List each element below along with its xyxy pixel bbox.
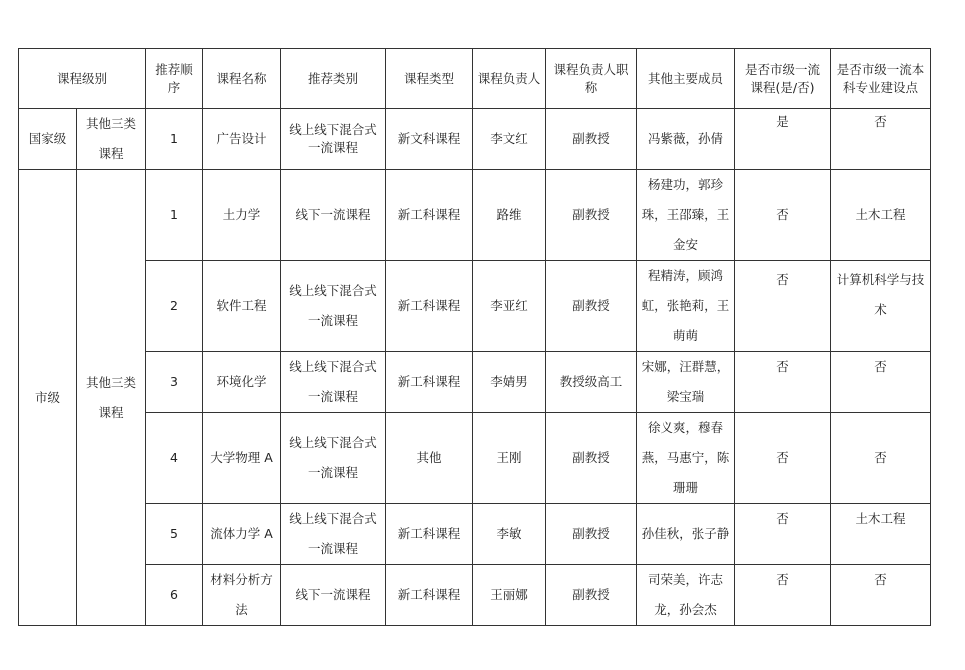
leader-cell: 李亚红 — [473, 261, 546, 352]
table-row — [19, 565, 931, 626]
city-first-cell: 否 — [735, 170, 831, 261]
rec-type-cell: 线下一流课程 — [281, 565, 386, 626]
table-row — [19, 109, 931, 170]
header-level: 课程级别 — [19, 49, 146, 109]
table-row — [19, 261, 931, 352]
course-type-cell: 新工科课程 — [386, 261, 473, 352]
name-cell: 软件工程 — [203, 261, 281, 352]
rec-type-cell: 线上线下混合式一流课程 — [281, 352, 386, 413]
city-first-cell: 否 — [735, 504, 831, 565]
leader-cell: 李敏 — [473, 504, 546, 565]
course-table — [18, 48, 931, 626]
title-cell: 教授级高工 — [546, 352, 637, 413]
level-cell: 市级 — [19, 170, 77, 626]
course-type-cell: 其他 — [386, 413, 473, 504]
members-cell: 杨建功，郭珍珠，王邵臻，王金安 — [637, 170, 735, 261]
title-cell: 副教授 — [546, 261, 637, 352]
title-cell: 副教授 — [546, 504, 637, 565]
members-cell: 程精涛，顾鸿虹，张艳莉，王萌萌 — [637, 261, 735, 352]
category-cell: 其他三类课程 — [77, 170, 146, 626]
course-type-cell: 新工科课程 — [386, 352, 473, 413]
title-cell: 副教授 — [546, 413, 637, 504]
members-cell: 冯紫薇，孙倩 — [637, 109, 735, 170]
name-cell: 土力学 — [203, 170, 281, 261]
order-cell: 6 — [146, 565, 203, 626]
name-cell: 广告设计 — [203, 109, 281, 170]
major-cell: 土木工程 — [831, 170, 931, 261]
course-type-cell: 新工科课程 — [386, 565, 473, 626]
order-cell: 1 — [146, 109, 203, 170]
header-major: 是否市级一流本科专业建设点 — [831, 49, 931, 109]
city-first-cell: 是 — [735, 109, 831, 170]
major-cell: 否 — [831, 109, 931, 170]
header-rec-type: 推荐类别 — [281, 49, 386, 109]
name-cell: 流体力学 A — [203, 504, 281, 565]
city-first-cell: 否 — [735, 261, 831, 352]
category-cell: 其他三类课程 — [77, 109, 146, 170]
members-cell: 司荣美，许志龙，孙会杰 — [637, 565, 735, 626]
leader-cell: 李文红 — [473, 109, 546, 170]
name-cell: 大学物理 A — [203, 413, 281, 504]
members-cell: 徐义爽，穆春燕，马惠宁，陈珊珊 — [637, 413, 735, 504]
title-cell: 副教授 — [546, 109, 637, 170]
leader-cell: 路维 — [473, 170, 546, 261]
header-leader: 课程负责人 — [473, 49, 546, 109]
leader-cell: 王丽娜 — [473, 565, 546, 626]
title-cell: 副教授 — [546, 170, 637, 261]
major-cell: 土木工程 — [831, 504, 931, 565]
header-members: 其他主要成员 — [637, 49, 735, 109]
rec-type-cell: 线下一流课程 — [281, 170, 386, 261]
order-cell: 4 — [146, 413, 203, 504]
title-cell: 副教授 — [546, 565, 637, 626]
course-type-cell: 新工科课程 — [386, 170, 473, 261]
level-cell: 国家级 — [19, 109, 77, 170]
order-cell: 3 — [146, 352, 203, 413]
city-first-cell: 否 — [735, 413, 831, 504]
name-cell: 材料分析方法 — [203, 565, 281, 626]
order-cell: 1 — [146, 170, 203, 261]
header-city-first: 是否市级一流课程(是/否) — [735, 49, 831, 109]
major-cell: 计算机科学与技术 — [831, 261, 931, 352]
table-row — [19, 352, 931, 413]
order-cell: 2 — [146, 261, 203, 352]
major-cell: 否 — [831, 565, 931, 626]
major-cell: 否 — [831, 352, 931, 413]
header-course-type: 课程类型 — [386, 49, 473, 109]
rec-type-cell: 线上线下混合式一流课程 — [281, 261, 386, 352]
major-cell: 否 — [831, 413, 931, 504]
table-row — [19, 504, 931, 565]
course-type-cell: 新文科课程 — [386, 109, 473, 170]
name-cell: 环境化学 — [203, 352, 281, 413]
table-row — [19, 170, 931, 261]
header-title: 课程负责人职称 — [546, 49, 637, 109]
header-name: 课程名称 — [203, 49, 281, 109]
members-cell: 宋娜，汪群慧，梁宝瑞 — [637, 352, 735, 413]
leader-cell: 王刚 — [473, 413, 546, 504]
header-order: 推荐顺序 — [146, 49, 203, 109]
members-cell: 孙佳秋，张子静 — [637, 504, 735, 565]
order-cell: 5 — [146, 504, 203, 565]
city-first-cell: 否 — [735, 565, 831, 626]
header-row — [19, 49, 931, 109]
leader-cell: 李婧男 — [473, 352, 546, 413]
rec-type-cell: 线上线下混合式一流课程 — [281, 109, 386, 170]
rec-type-cell: 线上线下混合式一流课程 — [281, 504, 386, 565]
city-first-cell: 否 — [735, 352, 831, 413]
rec-type-cell: 线上线下混合式一流课程 — [281, 413, 386, 504]
table-row — [19, 413, 931, 504]
course-type-cell: 新工科课程 — [386, 504, 473, 565]
